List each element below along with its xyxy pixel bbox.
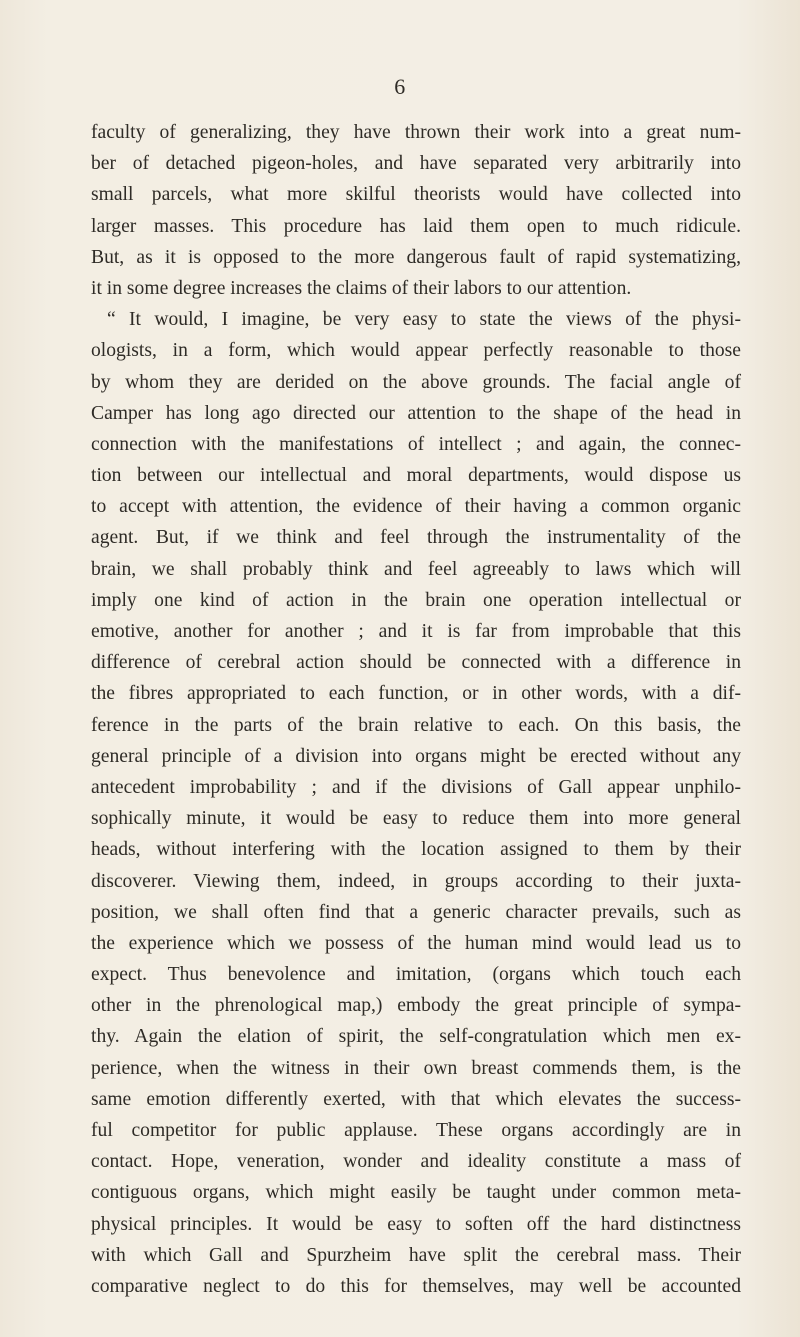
text-line: antecedent improbability ; and if the divisions of Gall appear unphilo- (91, 776, 741, 798)
text-line: sophically minute, it would be easy to reduce them into more general (91, 808, 741, 830)
text-line: agent. But, if we think and feel through the instrumentality of the (91, 527, 741, 549)
text-line: “ It would, I imagine, be very easy to state the views of the physi- (107, 309, 741, 331)
text-line: the experience which we possess of the human mind would lead us to (91, 932, 741, 954)
text-line: with which Gall and Spurzheim have split the cerebral mass. Their (91, 1244, 741, 1266)
text-line: ologists, in a form, which would appear perfectly reasonable to those (91, 340, 741, 362)
text-line: ber of detached pigeon-holes, and have separated very arbitrarily into (91, 153, 741, 175)
text-line: ful competitor for public applause. These organs accordingly are in (91, 1120, 741, 1141)
text-line: comparative neglect to do this for themselves, may well be accounted (91, 1275, 741, 1297)
text-line: emotive, another for another ; and it is far from improbable that this (91, 621, 741, 642)
text-line: larger masses. This procedure has laid them open to much ridicule. (91, 215, 741, 237)
text-line: to accept with attention, the evidence of their having a common organic (91, 496, 741, 518)
text-line: the fibres appropriated to each function, or in other words, with a dif- (91, 683, 741, 705)
text-line: perience, when the witness in their own breast commends them, is the (91, 1057, 741, 1079)
text-line: connection with the manifestations of intellect ; and again, the connec- (91, 433, 741, 455)
text-line: small parcels, what more skilful theorists would have collected into (91, 184, 741, 206)
text-line: contiguous organs, which might easily be taught under common meta- (91, 1182, 741, 1204)
text-line: brain, we shall probably think and feel agreeably to laws which will (91, 558, 741, 580)
text-line: ference in the parts of the brain relative to each. On this basis, the (91, 714, 741, 736)
text-line: But, as it is opposed to the more dangerous fault of rapid systematizing, (91, 246, 741, 268)
text-line: faculty of generalizing, they have thrown their work into a great num- (91, 122, 741, 143)
text-line: other in the phrenological map,) embody the great principle of sympa- (91, 995, 741, 1017)
text-line: thy. Again the elation of spirit, the self-congratulation which men ex- (91, 1026, 741, 1048)
text-line: expect. Thus benevolence and imitation, (organs which touch each (91, 964, 741, 986)
text-line: contact. Hope, veneration, wonder and ideality constitute a mass of (91, 1151, 741, 1173)
text-line: difference of cerebral action should be connected with a difference in (91, 652, 741, 674)
text-line: imply one kind of action in the brain one operation intellectual or (91, 589, 741, 611)
text-line: discoverer. Viewing them, indeed, in groups according to their juxta- (91, 870, 741, 892)
text-line: tion between our intellectual and moral departments, would dispose us (91, 465, 741, 487)
text-line: position, we shall often find that a generic character prevails, such as (91, 901, 741, 923)
page-number: 6 (394, 74, 406, 99)
text-line: heads, without interfering with the location assigned to them by their (91, 839, 741, 861)
text-line: general principle of a division into organs might be erected without any (91, 745, 741, 767)
text-line: it in some degree increases the claims of their labors to our attention. (91, 277, 632, 299)
text-line: Camper has long ago directed our attention to the shape of the head in (91, 402, 741, 424)
body-text (91, 117, 741, 1302)
text-line: same emotion differently exerted, with that which elevates the success- (91, 1088, 741, 1110)
text-line: physical principles. It would be easy to soften off the hard distinctness (91, 1213, 741, 1235)
text-line: by whom they are derided on the above grounds. The facial angle of (91, 371, 741, 393)
